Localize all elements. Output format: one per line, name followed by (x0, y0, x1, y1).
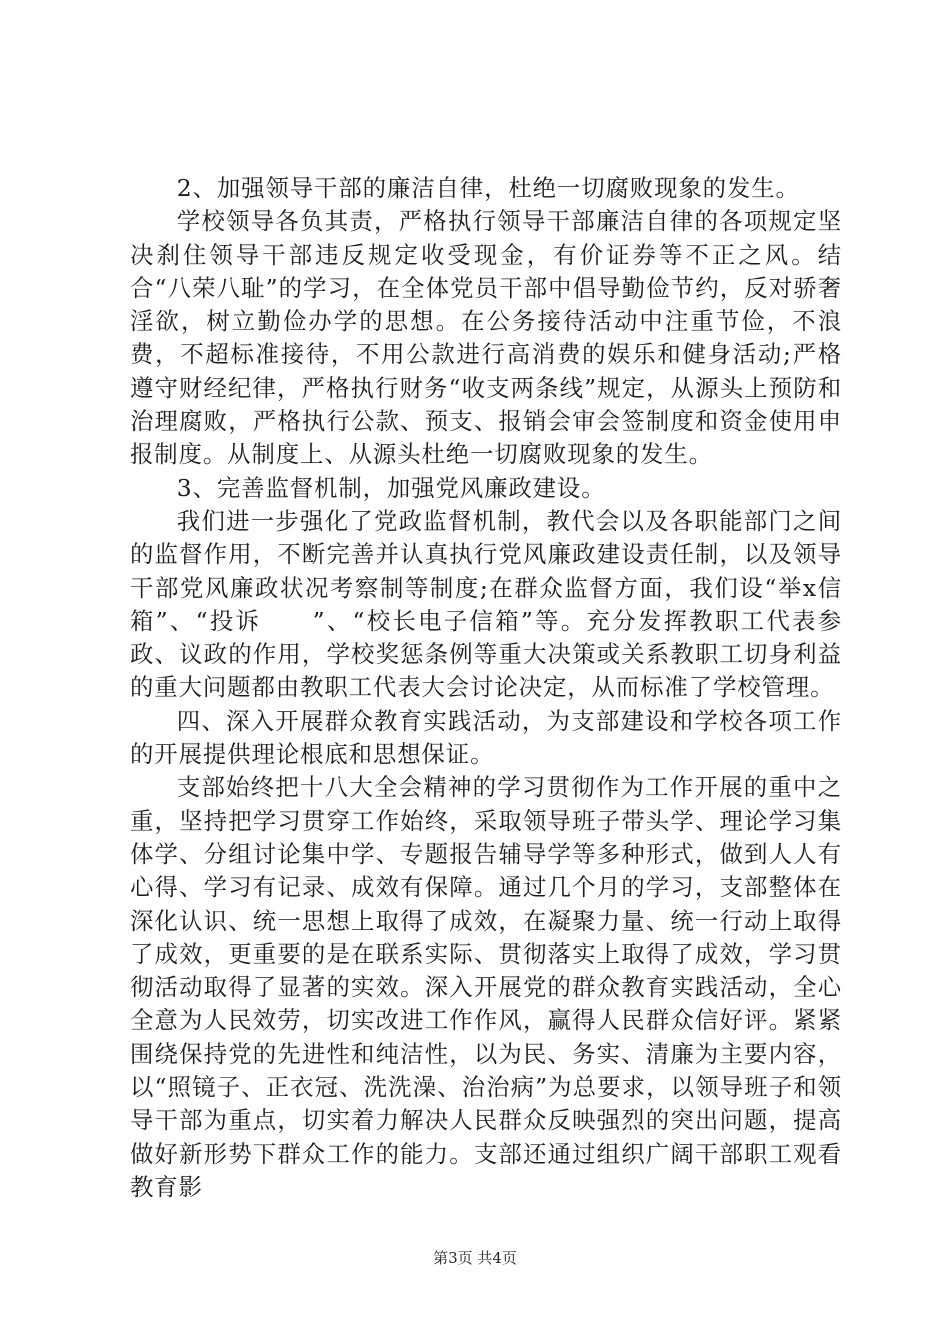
body-paragraph: 支部始终把十八大全会精神的学习贯彻作为工作开展的重中之重，坚持把学习贯穿工作始终，采取领导班子带头学、理论学习集体学、分组讨论集中学、专题报告辅导学等多种形式，做到人人有心得、学习有记录、成效有保障。通过几个月的学习，支部整体在深化认识、统一思想上取得了成效，在凝聚力量、统一行动上取得了成效，更重要的是在联系实际、贯彻落实上取得了成效，学习贯彻活动取得了显著的实效。深入开展党的群众教育实践活动，全心全意为人民效劳，切实改进工作作风，赢得人民群众信好评。紧紧围绕保持党的先进性和纯洁性，以为民、务实、清廉为主要内容，以“照镜子、正衣冠、洗洗澡、治治病”为总要求，以领导班子和领导干部为重点，切实着力解决人民群众反映强烈的突出问题，提高做好新形势下群众工作的能力。支部还通过组织广阔干部职工观看教育影 (130, 773, 842, 1201)
page-footer: 第3页 共4页 (433, 1249, 517, 1267)
body-paragraph: 我们进一步强化了党政监督机制，教代会以及各职能部门之间的监督作用，不断完善并认真执行党风廉政建设责任制，以及领导干部党风廉政状况考察制等制度;在群众监督方面，我们设“举x信箱”、“投诉 ”、“校长电子信箱”等。充分发挥教职工代表参政、议政的作用，学校奖惩条例等重大决策或关系教职工切身利益的重大问题都由教职工代表大会讨论决定，从而标准了学校管理。 (130, 506, 842, 702)
section-heading-2: 2、加强领导干部的廉洁自律，杜绝一切腐败现象的发生。 (176, 174, 800, 202)
body-paragraph: 学校领导各负其责，严格执行领导干部廉洁自律的各项规定坚决刹住领导干部违反规定收受现金，有价证券等不正之风。结合“八荣八耻”的学习，在全体党员干部中倡导勤俭节约，反对骄奢淫欲，树立勤俭办学的思想。在公务接待活动中注重节俭，不浪费，不超标准接待，不用公款进行高消费的娱乐和健身活动;严格遵守财经纪律，严格执行财务“收支两条线”规定，从源头上预防和治理腐败，严格执行公款、预支、报销会审会签制度和资金使用申报制度。从制度上、从源头杜绝一切腐败现象的发生。 (130, 207, 842, 469)
section-heading-3: 3、完善监督机制，加强党风廉政建设。 (176, 473, 606, 502)
document-body (130, 172, 842, 1204)
section-heading-4: 四、深入开展群众教育实践活动，为支部建设和学校各项工作的开展提供理论根底和思想保证。 (130, 706, 842, 769)
